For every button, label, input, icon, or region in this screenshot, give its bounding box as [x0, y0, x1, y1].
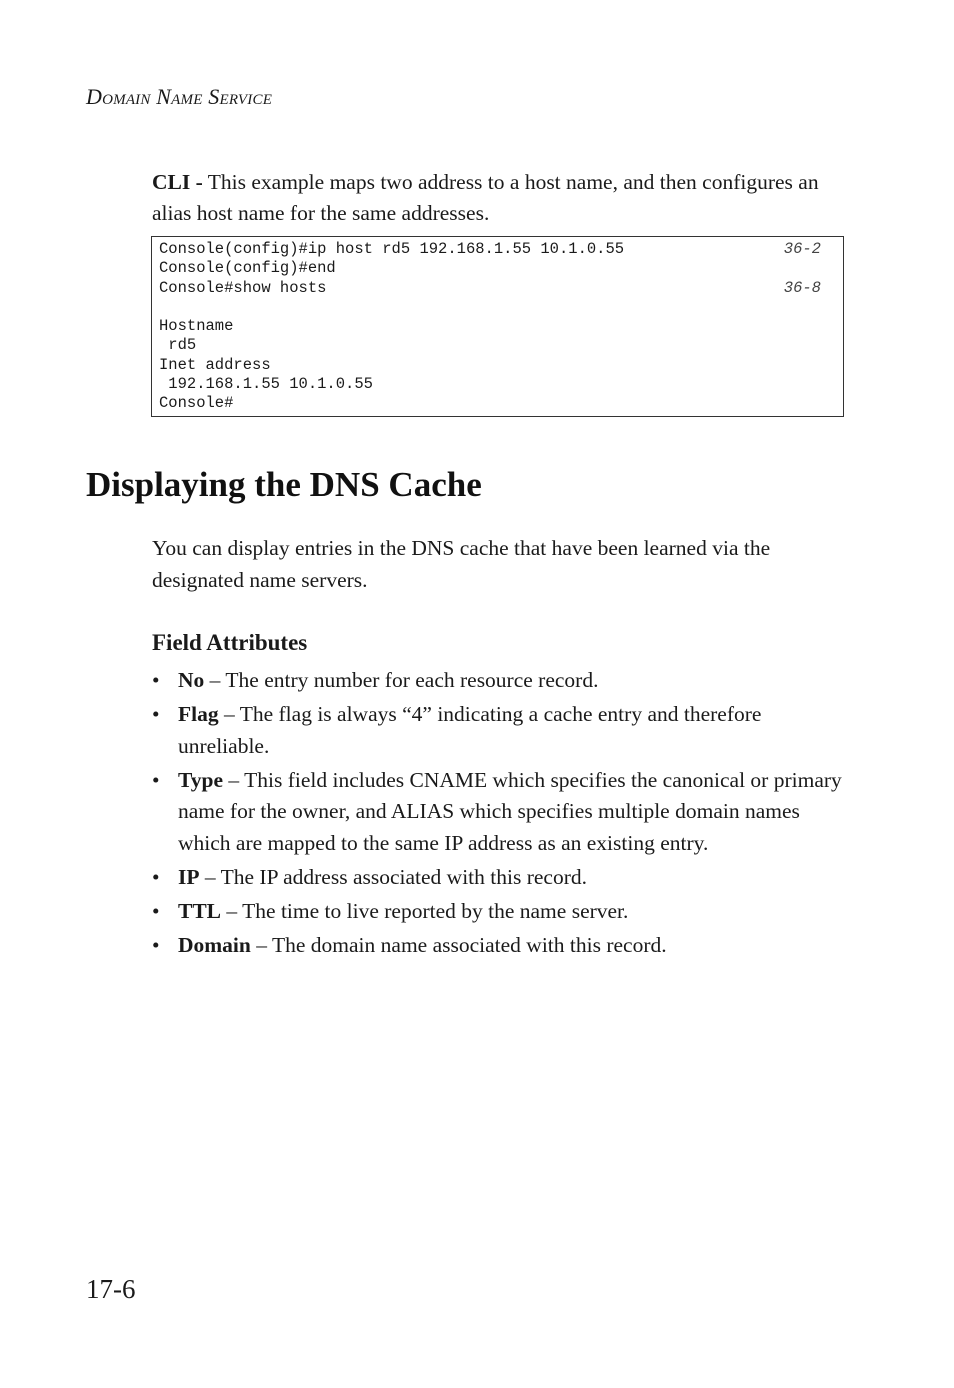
field-description: – The time to live reported by the name server. [221, 898, 629, 923]
field-description: – This field includes CNAME which specifies the canonical or primary name for the owner, and ALIAS which specifies multiple domain names which are mapped to the same IP address as an existing entry. [178, 767, 842, 855]
running-header: Domain Name Service [86, 84, 273, 109]
field-description: – The IP address associated with this record. [199, 864, 588, 889]
code-line: rd5 [159, 336, 197, 354]
code-line: Hostname [159, 317, 234, 335]
cli-intro-text: This example maps two address to a host name, and then configures an alias host name for the same addresses. [152, 170, 819, 225]
list-item [152, 665, 852, 697]
field-term: Type [178, 767, 223, 792]
bullet-icon: • [152, 702, 160, 726]
field-term: Domain [178, 932, 251, 957]
bullet-icon: • [152, 767, 160, 792]
code-command-reference: 36-8 [783, 279, 821, 297]
field-term: IP [178, 864, 200, 889]
code-line: Console# [159, 394, 234, 412]
code-line: 192.168.1.55 10.1.0.55 [159, 375, 373, 393]
cli-code-block [151, 236, 844, 417]
code-line: Inet address [159, 356, 271, 374]
bullet-icon: • [152, 668, 160, 692]
list-item [152, 699, 852, 762]
field-attributes-heading: Field Attributes [152, 630, 308, 655]
list-item [152, 765, 852, 860]
field-term: TTL [178, 898, 222, 923]
field-term: Flag [178, 702, 219, 726]
field-term: No [178, 668, 205, 692]
code-line: Console(config)#end [159, 259, 336, 277]
section-title: Displaying the DNS Cache [86, 465, 482, 504]
bullet-icon: • [152, 864, 160, 889]
cli-label: CLI - [152, 170, 203, 194]
list-item [152, 930, 852, 962]
bullet-icon: • [152, 932, 160, 957]
list-item [152, 862, 852, 894]
page-number: 17-6 [86, 1274, 136, 1304]
cli-intro-paragraph [152, 167, 852, 229]
code-line: Console(config)#ip host rd5 192.168.1.55 10.1.0.55 [159, 240, 625, 258]
code-line: Console#show hosts [159, 279, 327, 297]
field-attributes-list [152, 665, 852, 964]
section-paragraph: You can display entries in the DNS cache that have been learned via the designated name servers. [152, 536, 771, 592]
field-description: – The domain name associated with this record. [250, 932, 667, 957]
code-command-reference: 36-2 [783, 240, 821, 258]
field-description: – The flag is always “4” indicating a cache entry and therefore unreliable. [178, 702, 762, 758]
bullet-icon: • [152, 898, 160, 923]
field-description: – The entry number for each resource record. [204, 668, 599, 692]
list-item [152, 896, 852, 928]
